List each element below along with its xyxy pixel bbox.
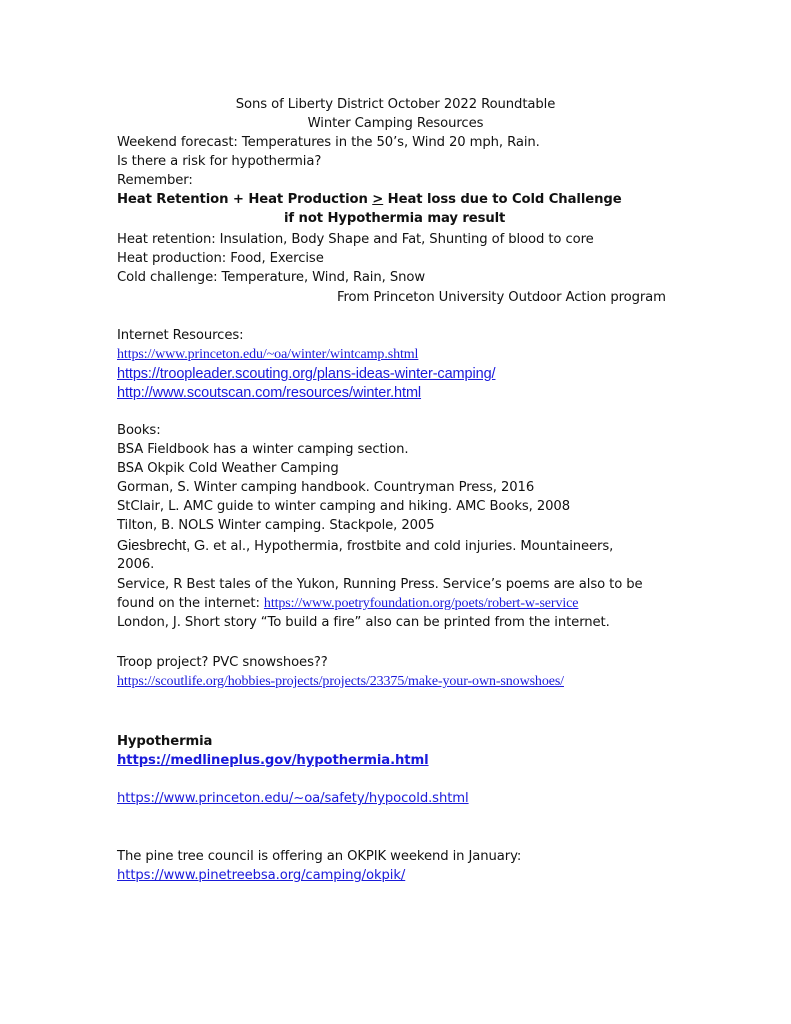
document-title: Sons of Liberty District October 2022 Roundtable — [235, 97, 556, 112]
hypothermia-heading: Hypothermia — [117, 734, 213, 749]
book-service: Service, R Best tales of the Yukon, Running Press. Service’s poems are also to be — [117, 577, 643, 592]
troop-project-text: Troop project? PVC snowshoes?? — [117, 655, 328, 670]
link-princeton-wintcamp[interactable]: https://www.princeton.edu/~oa/winter/wintcamp.shtml — [117, 347, 419, 362]
link-pinetree-okpik[interactable]: https://www.pinetreebsa.org/camping/okpik/ — [117, 868, 406, 883]
internet-resources-heading: Internet Resources: — [117, 328, 244, 343]
formula-part2: Heat loss due to Cold Challenge — [383, 192, 622, 207]
giesbrecht-year: 2006. — [117, 557, 155, 572]
formula-part1: Heat Retention + Heat Production — [117, 192, 373, 207]
book-gorman: Gorman, S. Winter camping handbook. Countryman Press, 2016 — [117, 480, 535, 495]
book-okpik: BSA Okpik Cold Weather Camping — [117, 461, 339, 476]
remember-label: Remember: — [117, 173, 193, 188]
books-heading: Books: — [117, 423, 161, 438]
book-london: London, J. Short story “To build a fire” also can be printed from the internet. — [117, 615, 610, 630]
book-fieldbook: BSA Fieldbook has a winter camping section. — [117, 442, 409, 457]
book-giesbrecht — [117, 537, 613, 556]
forecast-line: Weekend forecast: Temperatures in the 50’s, Wind 20 mph, Rain. — [117, 135, 540, 150]
link-princeton-hypocold[interactable]: https://www.princeton.edu/~oa/safety/hypocold.shtml — [117, 791, 469, 806]
formula-conclusion: if not Hypothermia may result — [284, 211, 506, 226]
heat-formula — [117, 191, 622, 209]
link-scoutlife-snowshoes[interactable]: https://scoutlife.org/hobbies-projects/projects/23375/make-your-own-snowshoes/ — [117, 674, 564, 689]
source-attribution: From Princeton University Outdoor Action program — [337, 290, 666, 305]
formula-operator: > — [372, 192, 384, 207]
heat-production-line: Heat production: Food, Exercise — [117, 251, 324, 266]
service-internet-prefix: found on the internet: — [117, 596, 264, 611]
link-scoutscan-winter[interactable]: http://www.scoutscan.com/resources/winter.html — [117, 385, 422, 401]
hypothermia-question: Is there a risk for hypothermia? — [117, 154, 322, 169]
service-internet-line — [117, 595, 578, 613]
heat-retention-line: Heat retention: Insulation, Body Shape and Fat, Shunting of blood to core — [117, 232, 594, 247]
book-tilton: Tilton, B. NOLS Winter camping. Stackpole, 2005 — [117, 518, 435, 533]
giesbrecht-author: Giesbrecht, G. — [117, 538, 210, 554]
link-troopleader-winter-camping[interactable]: https://troopleader.scouting.org/plans-ideas-winter-camping/ — [117, 366, 496, 382]
link-medlineplus-hypothermia[interactable]: https://medlineplus.gov/hypothermia.html — [117, 753, 429, 768]
book-stclair: StClair, L. AMC guide to winter camping and hiking. AMC Books, 2008 — [117, 499, 571, 514]
cold-challenge-line: Cold challenge: Temperature, Wind, Rain, Snow — [117, 270, 425, 285]
link-poetryfoundation-service[interactable]: https://www.poetryfoundation.org/poets/robert-w-service — [263, 596, 579, 611]
document-subtitle: Winter Camping Resources — [307, 116, 484, 131]
giesbrecht-details: et al., Hypothermia, frostbite and cold injuries. Mountaineers, — [209, 539, 614, 554]
okpik-weekend-text: The pine tree council is offering an OKPIK weekend in January: — [117, 849, 522, 864]
